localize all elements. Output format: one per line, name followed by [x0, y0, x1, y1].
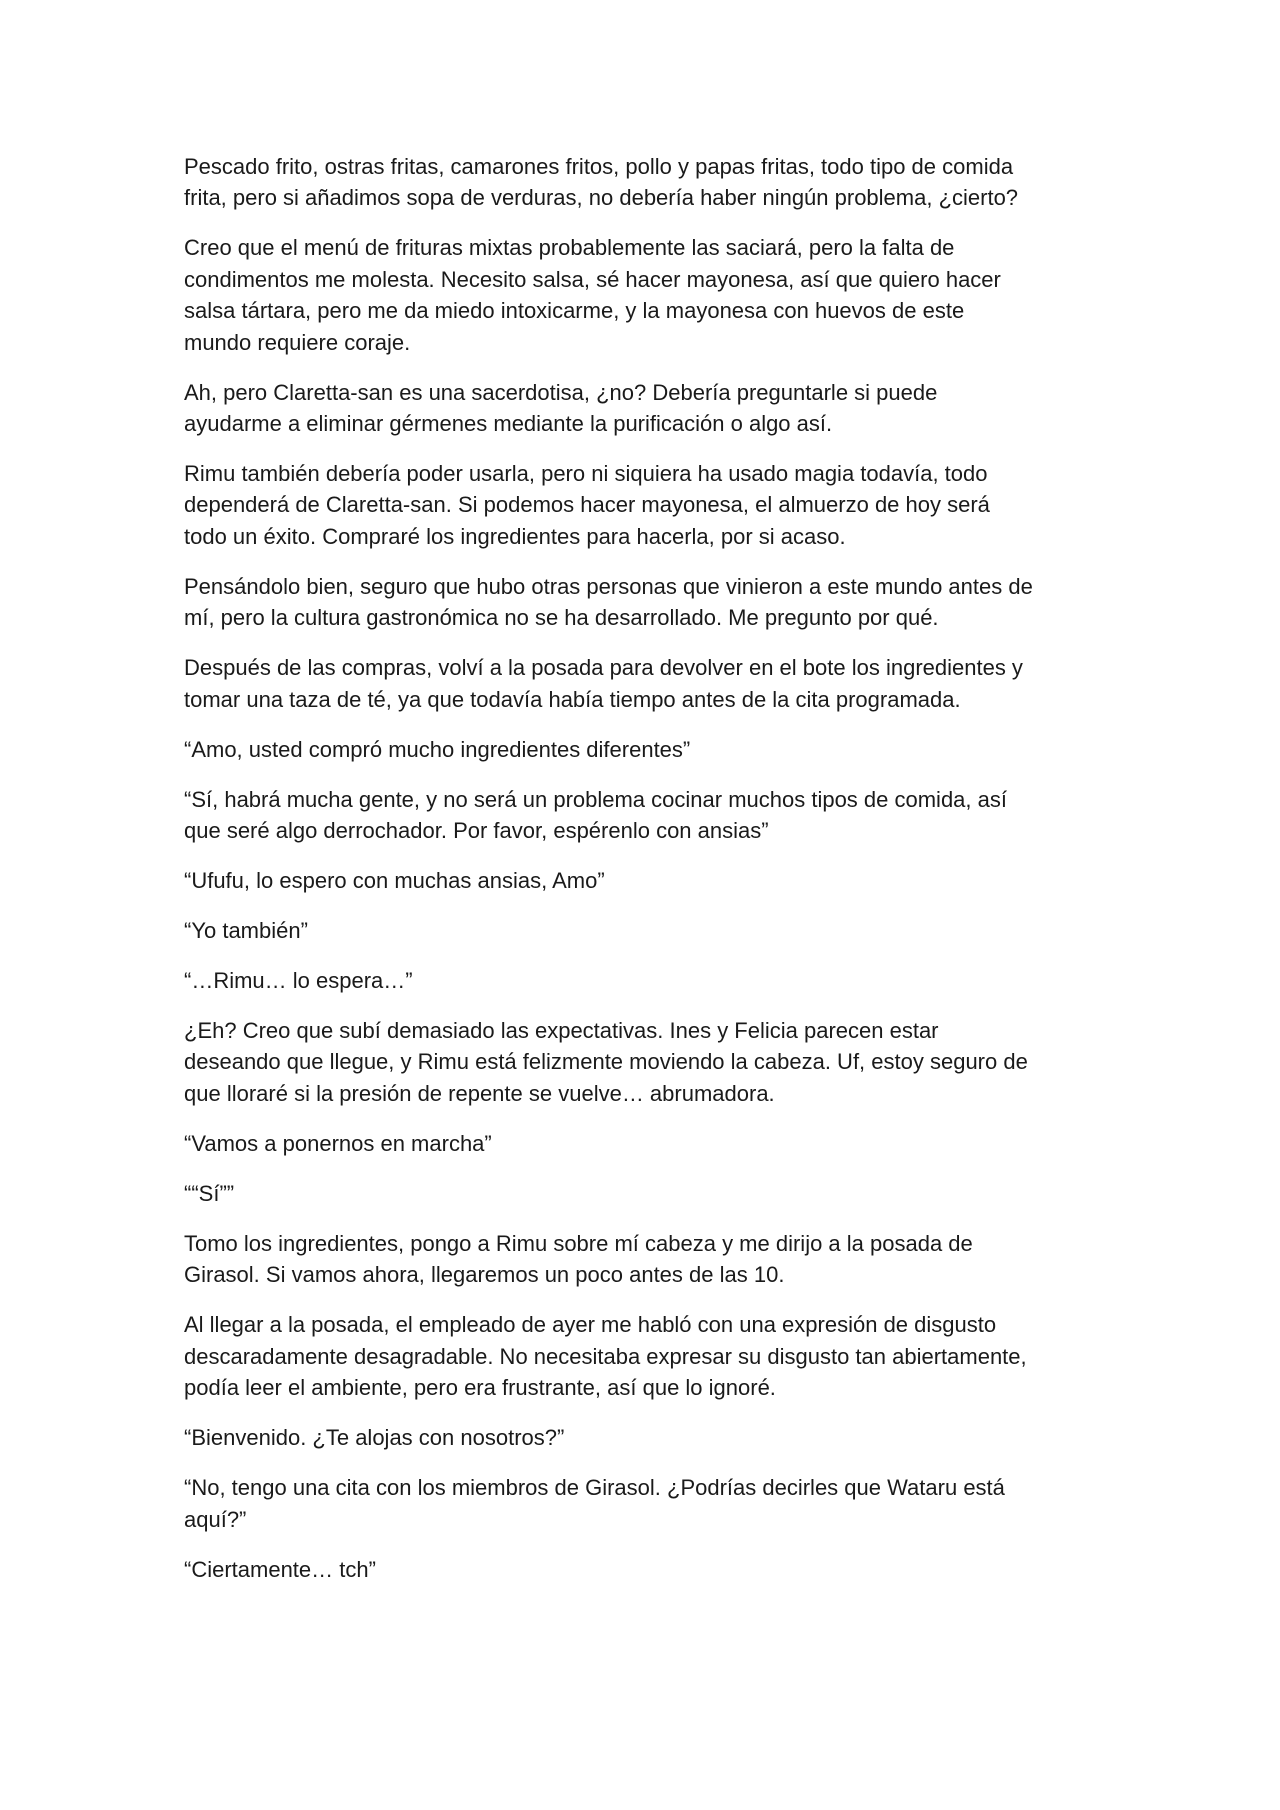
paragraph: [184, 377, 1144, 440]
text-line: Rimu también debería poder usarla, pero ni siquiera ha usado magia todavía, todo: [184, 461, 988, 487]
paragraph: [184, 1128, 1144, 1159]
text-line: Pescado frito, ostras fritas, camarones fritos, pollo y papas fritas, todo tipo de comida: [184, 154, 1014, 179]
text-line: Girasol. Si vamos ahora, llegaremos un poco antes de las 10.: [184, 1262, 785, 1288]
text-line: Después de las compras, volví a la posada para devolver en el bote los ingredientes y: [184, 655, 1023, 681]
text-line: que lloraré si la presión de repente se vuelve… abrumadora.: [184, 1080, 775, 1106]
text-line: salsa tártara, pero me da miedo intoxicarme, y la mayonesa con huevos de este: [184, 298, 965, 324]
text-line: que seré algo derrochador. Por favor, espérenlo con ansias”: [184, 818, 769, 844]
text-line: “Ciertamente… tch”: [184, 1556, 376, 1582]
paragraph: [184, 915, 1144, 946]
paragraph: [184, 1472, 1144, 1535]
text-line: mundo requiere coraje.: [184, 329, 411, 355]
text-line: frita, pero si añadimos sopa de verduras, no debería haber ningún problema, ¿cierto?: [184, 185, 1019, 211]
paragraph: [184, 232, 1144, 358]
text-line: “Ufufu, lo espero con muchas ansias, Amo”: [184, 868, 605, 894]
text-line: mí, pero la cultura gastronómica no se ha desarrollado. Me pregunto por qué.: [184, 605, 939, 631]
text-line: Tomo los ingredientes, pongo a Rimu sobre mí cabeza y me dirijo a la posada de: [184, 1230, 973, 1256]
text-line: “…Rimu… lo espera…”: [184, 968, 413, 994]
text-line: Pensándolo bien, seguro que hubo otras personas que vinieron a este mundo antes de: [184, 573, 1033, 599]
paragraph: [184, 1228, 1144, 1291]
paragraph: [184, 1422, 1144, 1453]
text-line: podía leer el ambiente, pero era frustrante, así que lo ignoré.: [184, 1375, 776, 1401]
text-line: ayudarme a eliminar gérmenes mediante la purificación o algo así.: [184, 411, 833, 437]
text-line: tomar una taza de té, ya que todavía había tiempo antes de la cita programada.: [184, 686, 961, 712]
paragraph: [184, 865, 1144, 896]
paragraph: [184, 1554, 1144, 1585]
text-line: ¿Eh? Creo que subí demasiado las expectativas. Ines y Felicia parecen estar: [184, 1018, 939, 1044]
document-page: [184, 151, 1144, 1604]
text-line: aquí?”: [184, 1506, 247, 1532]
text-line: “Yo también”: [184, 918, 308, 944]
text-line: “Sí, habrá mucha gente, y no será un problema cocinar muchos tipos de comida, así: [184, 786, 1007, 812]
text-line: ““Sí””: [184, 1180, 235, 1206]
text-line: “Amo, usted compró mucho ingredientes diferentes”: [184, 736, 691, 762]
paragraph: [184, 965, 1144, 996]
paragraph: [184, 1309, 1144, 1403]
paragraph: [184, 458, 1144, 552]
text-line: condimentos me molesta. Necesito salsa, sé hacer mayonesa, así que quiero hacer: [184, 266, 1001, 292]
text-line: “Bienvenido. ¿Te alojas con nosotros?”: [184, 1425, 565, 1451]
paragraph: [184, 784, 1144, 847]
text-line: deseando que llegue, y Rimu está felizmente moviendo la cabeza. Uf, estoy seguro de: [184, 1049, 1028, 1075]
paragraph: [184, 1178, 1144, 1209]
text-line: descaradamente desagradable. No necesitaba expresar su disgusto tan abiertamente,: [184, 1343, 1027, 1369]
text-line: “No, tengo una cita con los miembros de Girasol. ¿Podrías decirles que Wataru está: [184, 1475, 1005, 1501]
text-line: Ah, pero Claretta-san es una sacerdotisa, ¿no? Debería preguntarle si puede: [184, 379, 938, 405]
paragraph: [184, 571, 1144, 634]
paragraph: [184, 151, 1144, 214]
text-line: “Vamos a ponernos en marcha”: [184, 1130, 492, 1156]
paragraph: [184, 1015, 1144, 1109]
paragraph: [184, 652, 1144, 715]
text-line: dependerá de Claretta-san. Si podemos hacer mayonesa, el almuerzo de hoy será: [184, 492, 990, 518]
text-line: todo un éxito. Compraré los ingredientes para hacerla, por si acaso.: [184, 523, 846, 549]
paragraph: [184, 734, 1144, 765]
text-line: Al llegar a la posada, el empleado de ayer me habló con una expresión de disgusto: [184, 1312, 997, 1338]
text-line: Creo que el menú de frituras mixtas probablemente las saciará, pero la falta de: [184, 235, 955, 261]
